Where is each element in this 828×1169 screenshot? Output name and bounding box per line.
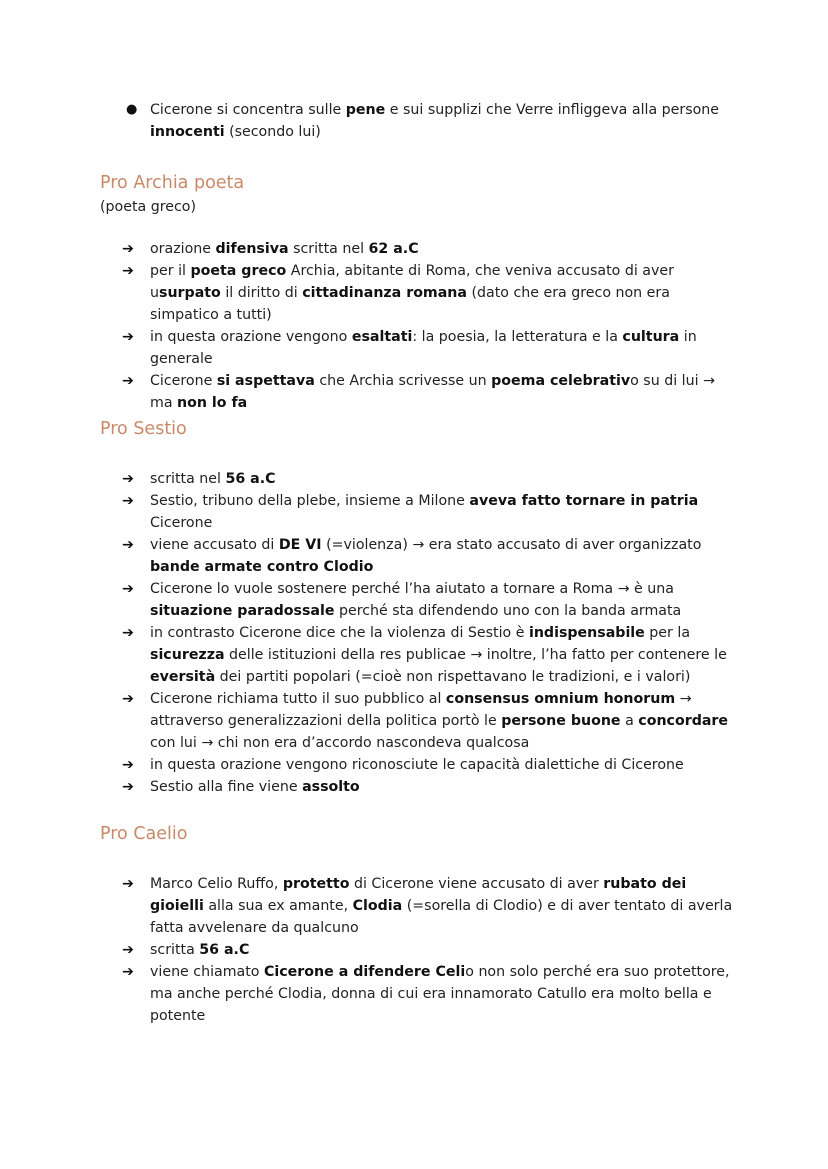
arrow-icon: ➔: [122, 581, 134, 597]
list-item: [100, 99, 740, 143]
text-run: per la: [644, 625, 691, 641]
intro-list: [100, 99, 740, 143]
text-run: in questa orazione vengono riconosciute le capacità dialettiche di Cicerone: [150, 757, 684, 773]
list-item: [100, 873, 740, 939]
list-item: [100, 370, 740, 414]
bold-text: persone buone: [501, 713, 621, 729]
text-run: Cicerone si concentra sulle: [150, 102, 346, 118]
arrow-icon: ➔: [122, 964, 134, 980]
list-item: [100, 688, 740, 754]
text-run: scritta: [150, 942, 200, 958]
section-subtitle: (poeta greco): [100, 199, 196, 215]
list-item: [100, 939, 740, 961]
list-item: [100, 776, 740, 798]
text-run: in contrasto Cicerone dice che la violenza di Sestio è: [150, 625, 529, 641]
list-item: [100, 622, 740, 688]
text-run: alla sua ex amante,: [203, 898, 353, 914]
bold-text: assolto: [302, 779, 360, 795]
text-run: Marco Celio Ruffo,: [150, 876, 283, 892]
bold-text: sicurezza: [150, 647, 225, 663]
text-run: o non solo perché era suo protettore, ma anche perché Clodia, donna di cui era innamorato Catullo era molto bella e potente: [150, 964, 730, 1024]
bold-text: concordare: [638, 713, 729, 729]
arrow-icon: ➔: [122, 263, 134, 279]
bold-text: poema celebrativ: [491, 373, 631, 389]
arrow-icon: ➔: [122, 942, 134, 958]
text-run: e sui supplizi che Verre infliggeva alla persone: [385, 102, 720, 118]
bold-text: 56 a.C: [225, 471, 276, 487]
text-run: Cicerone richiama tutto il suo pubblico al: [150, 691, 446, 707]
bold-text: difensiva: [215, 241, 289, 257]
text-run: orazione: [150, 241, 216, 257]
text-run: Sestio alla fine viene: [150, 779, 303, 795]
list-item: [100, 260, 740, 326]
section-title: Pro Caelio: [100, 824, 188, 844]
bold-text: cittadinanza romana: [302, 285, 467, 301]
bold-text: 56 a.C: [199, 942, 250, 958]
arrow-icon: ➔: [122, 757, 134, 773]
bold-text: rubato dei gioielli: [150, 876, 687, 914]
arrow-icon: ➔: [122, 493, 134, 509]
text-run: con lui → chi non era d’accordo nascondeva qualcosa: [150, 735, 530, 751]
text-run: : la poesia, la letteratura e la: [412, 329, 623, 345]
text-run: → attraverso generalizzazioni della politica portò le: [150, 691, 692, 729]
text-run: Cicerone: [150, 373, 217, 389]
text-run: delle istituzioni della res publicae → inoltre, l’ha fatto per contenere le: [224, 647, 727, 663]
section-pro-caelio: [100, 821, 740, 1027]
bold-text: poeta greco: [190, 263, 287, 279]
arrow-icon: ➔: [122, 625, 134, 641]
text-run: a: [620, 713, 639, 729]
section-title: Pro Sestio: [100, 419, 187, 439]
bold-text: si aspettava: [216, 373, 315, 389]
list-item: [100, 578, 740, 622]
text-run: Sestio, tribuno della plebe, insieme a Milone: [150, 493, 470, 509]
text-run: scritta nel: [288, 241, 369, 257]
text-run: scritta nel: [150, 471, 226, 487]
text-run: viene accusato di: [150, 537, 279, 553]
arrow-icon: ➔: [122, 329, 134, 345]
arrow-icon: ➔: [122, 779, 134, 795]
list-item: [100, 238, 740, 260]
text-run: Archia, abitante di Roma, che veniva accusato di aver u: [150, 263, 674, 301]
text-run: per il: [150, 263, 191, 279]
text-run: in generale: [150, 329, 697, 367]
bullet-icon: ●: [126, 102, 138, 117]
arrow-icon: ➔: [122, 471, 134, 487]
arrow-icon: ➔: [122, 876, 134, 892]
bold-text: non lo fa: [177, 395, 248, 411]
bold-text: cultura: [622, 329, 680, 345]
bold-text: innocenti: [150, 124, 225, 140]
section-list: [100, 468, 740, 798]
intro-section: [100, 99, 740, 143]
section-pro-sestio: [100, 416, 740, 798]
list-item: [100, 754, 740, 776]
text-run: Cicerone: [150, 515, 213, 531]
section-title: Pro Archia poeta: [100, 173, 245, 193]
text-run: che Archia scrivesse un: [314, 373, 492, 389]
bold-text: Clodia: [352, 898, 403, 914]
arrow-icon: ➔: [122, 537, 134, 553]
text-run: (secondo lui): [224, 124, 321, 140]
text-run: dei partiti popolari (=cioè non rispettavano le tradizioni, e i valori): [215, 669, 691, 685]
bold-text: protetto: [282, 876, 350, 892]
list-item: [100, 534, 740, 578]
bold-text: esaltati: [351, 329, 413, 345]
bold-text: 62 a.C: [368, 241, 419, 257]
arrow-icon: ➔: [122, 373, 134, 389]
list-item: [100, 961, 740, 1027]
section-pro-archia: [100, 170, 740, 414]
arrow-icon: ➔: [122, 241, 134, 257]
text-run: Cicerone lo vuole sostenere perché l’ha aiutato a tornare a Roma → è una: [150, 581, 674, 597]
bold-text: bande armate contro Clodio: [150, 559, 374, 575]
text-run: perché sta difendendo uno con la banda armata: [334, 603, 682, 619]
list-item: [100, 468, 740, 490]
bold-text: surpato: [159, 285, 221, 301]
bold-text: eversità: [150, 669, 216, 685]
text-run: viene chiamato: [150, 964, 264, 980]
bold-text: aveva fatto tornare in patria: [469, 493, 699, 509]
arrow-icon: ➔: [122, 691, 134, 707]
list-item: [100, 326, 740, 370]
text-run: (=violenza) → era stato accusato di aver organizzato: [321, 537, 702, 553]
bold-text: Cicerone a difendere Celi: [264, 964, 466, 980]
text-run: (=sorella di Clodio) e di aver tentato di averla fatta avvelenare da qualcuno: [150, 898, 733, 936]
text-run: di Cicerone viene accusato di aver: [349, 876, 604, 892]
bold-text: situazione paradossale: [150, 603, 335, 619]
list-item: [100, 490, 740, 534]
section-list: [100, 238, 740, 414]
bold-text: DE VI: [278, 537, 322, 553]
text-run: in questa orazione vengono: [150, 329, 352, 345]
bold-text: consensus omnium honorum: [445, 691, 676, 707]
bold-text: pene: [345, 102, 386, 118]
section-list: [100, 873, 740, 1027]
text-run: il diritto di: [220, 285, 303, 301]
text-run: o su di lui → ma: [150, 373, 715, 411]
bold-text: indispensabile: [528, 625, 645, 641]
text-run: (dato che era greco non era simpatico a tutti): [150, 285, 670, 323]
